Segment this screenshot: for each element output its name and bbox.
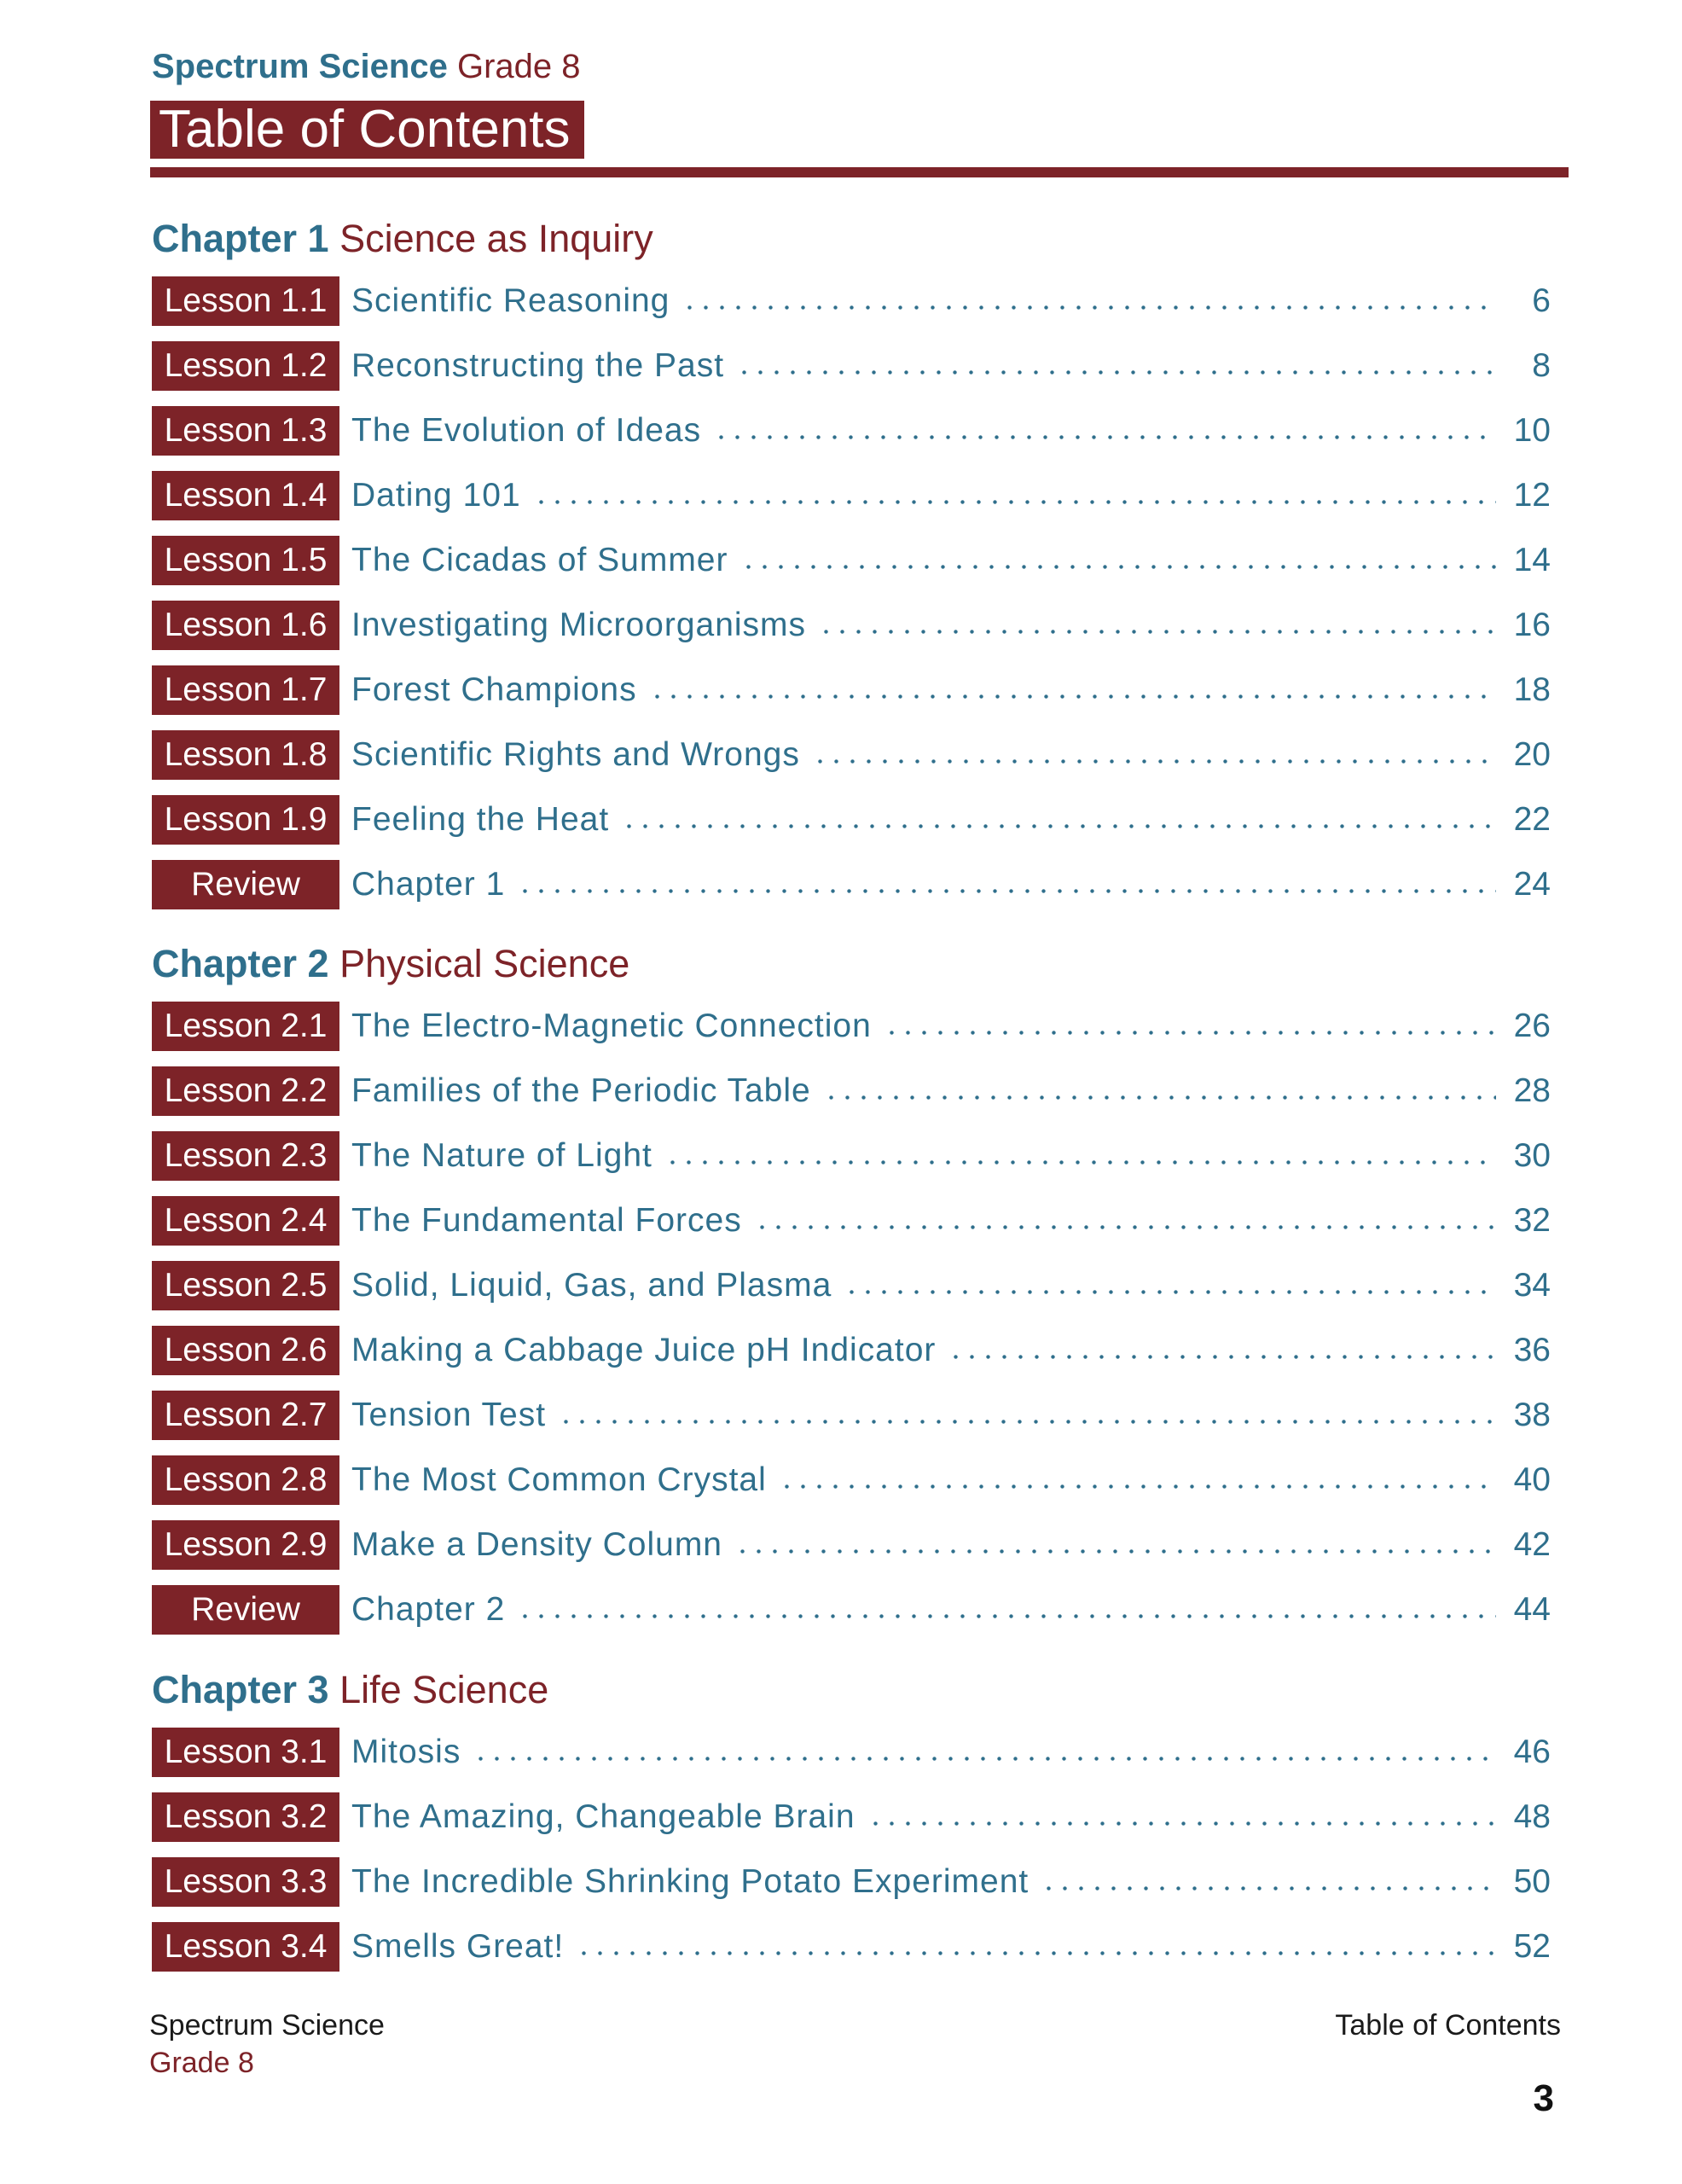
dot-leader (867, 1821, 1496, 1826)
page-number-ref: 50 (1513, 1863, 1551, 1900)
lesson-title: The Evolution of Ideas (351, 412, 702, 449)
toc-entry[interactable] (150, 860, 1551, 909)
toc-entry[interactable] (150, 471, 1551, 520)
dot-leader (884, 1031, 1496, 1035)
dot-leader (576, 1951, 1496, 1955)
footer-section-title: Table of Contents (1335, 2009, 1561, 2042)
chapter-number: Chapter 1 (152, 217, 329, 260)
chapter-number: Chapter 3 (152, 1668, 329, 1711)
lesson-title: Scientific Reasoning (351, 282, 670, 319)
book-brand (152, 43, 580, 90)
page-number-ref: 8 (1532, 347, 1551, 384)
lesson-badge: Lesson 3.4 (152, 1922, 339, 1972)
footer-series-title: Spectrum Science (149, 2009, 385, 2042)
page-number-ref: 24 (1513, 866, 1551, 903)
toc-entry[interactable] (150, 1196, 1551, 1246)
dot-leader (664, 1160, 1496, 1165)
lesson-badge: Lesson 2.6 (152, 1326, 339, 1375)
page-number-ref: 38 (1513, 1397, 1551, 1433)
toc-entry[interactable] (150, 1728, 1551, 1777)
page-number-ref: 32 (1513, 1202, 1551, 1239)
title-divider (150, 167, 1569, 177)
lesson-badge: Lesson 3.1 (152, 1728, 339, 1777)
lesson-badge: Lesson 2.1 (152, 1002, 339, 1051)
chapter-title: Life Science (339, 1668, 549, 1711)
dot-leader (948, 1355, 1496, 1359)
toc-entry[interactable] (150, 1066, 1551, 1116)
toc-entry[interactable] (150, 1922, 1551, 1972)
lesson-title: The Incredible Shrinking Potato Experiment (351, 1863, 1030, 1900)
toc-entry[interactable] (150, 730, 1551, 780)
dot-leader (818, 630, 1496, 634)
lesson-title: The Cicadas of Summer (351, 542, 728, 578)
lesson-title: Dating 101 (351, 477, 521, 514)
lesson-title: Mitosis (351, 1734, 461, 1770)
page-number-ref: 48 (1513, 1798, 1551, 1835)
dot-leader (754, 1225, 1496, 1229)
toc-entry[interactable] (150, 341, 1551, 391)
toc-entry[interactable] (150, 1326, 1551, 1375)
chapter-title: Physical Science (339, 942, 630, 985)
grade-label: Grade 8 (456, 48, 581, 85)
lesson-badge: Lesson 1.4 (152, 471, 339, 520)
lesson-badge: Lesson 2.3 (152, 1131, 339, 1181)
lesson-title: Chapter 2 (351, 1591, 506, 1628)
dot-leader (621, 824, 1496, 828)
page-number-ref: 22 (1513, 801, 1551, 838)
toc-entry[interactable] (150, 536, 1551, 585)
lesson-badge: Lesson 2.5 (152, 1261, 339, 1310)
series-title: Spectrum Science (152, 48, 448, 85)
dot-leader (844, 1290, 1496, 1294)
lesson-badge: Lesson 3.2 (152, 1792, 339, 1842)
chapter-title: Science as Inquiry (339, 217, 653, 260)
review-badge: Review (152, 1585, 339, 1635)
lesson-title: Make a Density Column (351, 1526, 722, 1563)
page-number-ref: 12 (1513, 477, 1551, 514)
lesson-title: Smells Great! (351, 1928, 565, 1965)
dot-leader (517, 889, 1496, 893)
page-number-ref: 10 (1513, 412, 1551, 449)
dot-leader (649, 694, 1496, 699)
lesson-title: The Fundamental Forces (351, 1202, 742, 1239)
dot-leader (740, 565, 1497, 569)
page-number-ref: 34 (1513, 1267, 1551, 1304)
lesson-title: Investigating Microorganisms (351, 607, 807, 643)
page-number-ref: 46 (1513, 1734, 1551, 1770)
page-number-ref: 20 (1513, 736, 1551, 773)
toc-entry[interactable] (150, 665, 1551, 715)
page-number-ref: 18 (1513, 671, 1551, 708)
lesson-badge: Lesson 1.2 (152, 341, 339, 391)
dot-leader (823, 1095, 1496, 1100)
lesson-badge: Lesson 1.1 (152, 276, 339, 326)
lesson-title: The Amazing, Changeable Brain (351, 1798, 856, 1835)
chapter-number: Chapter 2 (152, 942, 329, 985)
lesson-badge: Lesson 1.7 (152, 665, 339, 715)
toc-entry[interactable] (150, 795, 1551, 845)
chapter-heading (152, 938, 629, 990)
footer-grade: Grade 8 (149, 2047, 254, 2079)
lesson-title: Making a Cabbage Juice pH Indicator (351, 1332, 937, 1368)
lesson-title: Feeling the Heat (351, 801, 610, 838)
lesson-badge: Lesson 2.7 (152, 1391, 339, 1440)
page-number-ref: 6 (1532, 282, 1551, 319)
lesson-badge: Lesson 1.3 (152, 406, 339, 456)
page-number: 3 (1533, 2077, 1554, 2119)
dot-leader (558, 1420, 1496, 1424)
toc-entry[interactable] (150, 276, 1551, 326)
lesson-badge: Lesson 1.5 (152, 536, 339, 585)
dot-leader (736, 370, 1496, 375)
lesson-badge: Lesson 3.3 (152, 1857, 339, 1907)
lesson-title: Chapter 1 (351, 866, 506, 903)
lesson-badge: Lesson 1.9 (152, 795, 339, 845)
page-number-ref: 14 (1513, 542, 1551, 578)
dot-leader (812, 759, 1496, 764)
toc-entry[interactable] (150, 601, 1551, 650)
toc-entry[interactable] (150, 1455, 1551, 1505)
toc-entry[interactable] (150, 1261, 1551, 1310)
page-number-ref: 16 (1513, 607, 1551, 643)
page-number-ref: 30 (1513, 1137, 1551, 1174)
page-number-ref: 42 (1513, 1526, 1551, 1563)
lesson-title: Scientific Rights and Wrongs (351, 736, 800, 773)
dot-leader (734, 1549, 1496, 1554)
page-number-ref: 44 (1513, 1591, 1551, 1628)
dot-leader (517, 1614, 1496, 1618)
toc-entry[interactable] (150, 1002, 1551, 1051)
lesson-title: Forest Champions (351, 671, 637, 708)
toc-entry[interactable] (150, 1857, 1551, 1907)
dot-leader (473, 1757, 1496, 1761)
dot-leader (682, 305, 1496, 310)
lesson-badge: Lesson 2.4 (152, 1196, 339, 1246)
toc-entry[interactable] (150, 406, 1551, 456)
footer-left (149, 2007, 385, 2082)
lesson-title: Solid, Liquid, Gas, and Plasma (351, 1267, 832, 1304)
page-number-ref: 52 (1513, 1928, 1551, 1965)
review-badge: Review (152, 860, 339, 909)
chapter-heading (152, 1664, 548, 1716)
toc-entry[interactable] (150, 1520, 1551, 1570)
lesson-title: Tension Test (351, 1397, 547, 1433)
toc-entry[interactable] (150, 1131, 1551, 1181)
dot-leader (1041, 1886, 1496, 1891)
lesson-badge: Lesson 1.6 (152, 601, 339, 650)
lesson-title: The Nature of Light (351, 1137, 652, 1174)
page-title: Table of Contents (150, 101, 584, 159)
toc-entry[interactable] (150, 1585, 1551, 1635)
toc-entry[interactable] (150, 1792, 1551, 1842)
page-number-ref: 36 (1513, 1332, 1551, 1368)
lesson-title: The Electro-Magnetic Connection (351, 1008, 872, 1044)
lesson-title: Reconstructing the Past (351, 347, 725, 384)
page-number-ref: 26 (1513, 1008, 1551, 1044)
dot-leader (713, 435, 1496, 439)
chapter-heading (152, 213, 653, 264)
lesson-badge: Lesson 2.8 (152, 1455, 339, 1505)
dot-leader (533, 500, 1496, 504)
lesson-badge: Lesson 1.8 (152, 730, 339, 780)
page-number-ref: 28 (1513, 1072, 1551, 1109)
lesson-badge: Lesson 2.2 (152, 1066, 339, 1116)
lesson-title: Families of the Periodic Table (351, 1072, 811, 1109)
dot-leader (779, 1484, 1496, 1489)
lesson-badge: Lesson 2.9 (152, 1520, 339, 1570)
toc-entry[interactable] (150, 1391, 1551, 1440)
lesson-title: The Most Common Crystal (351, 1461, 767, 1498)
page-number-ref: 40 (1513, 1461, 1551, 1498)
